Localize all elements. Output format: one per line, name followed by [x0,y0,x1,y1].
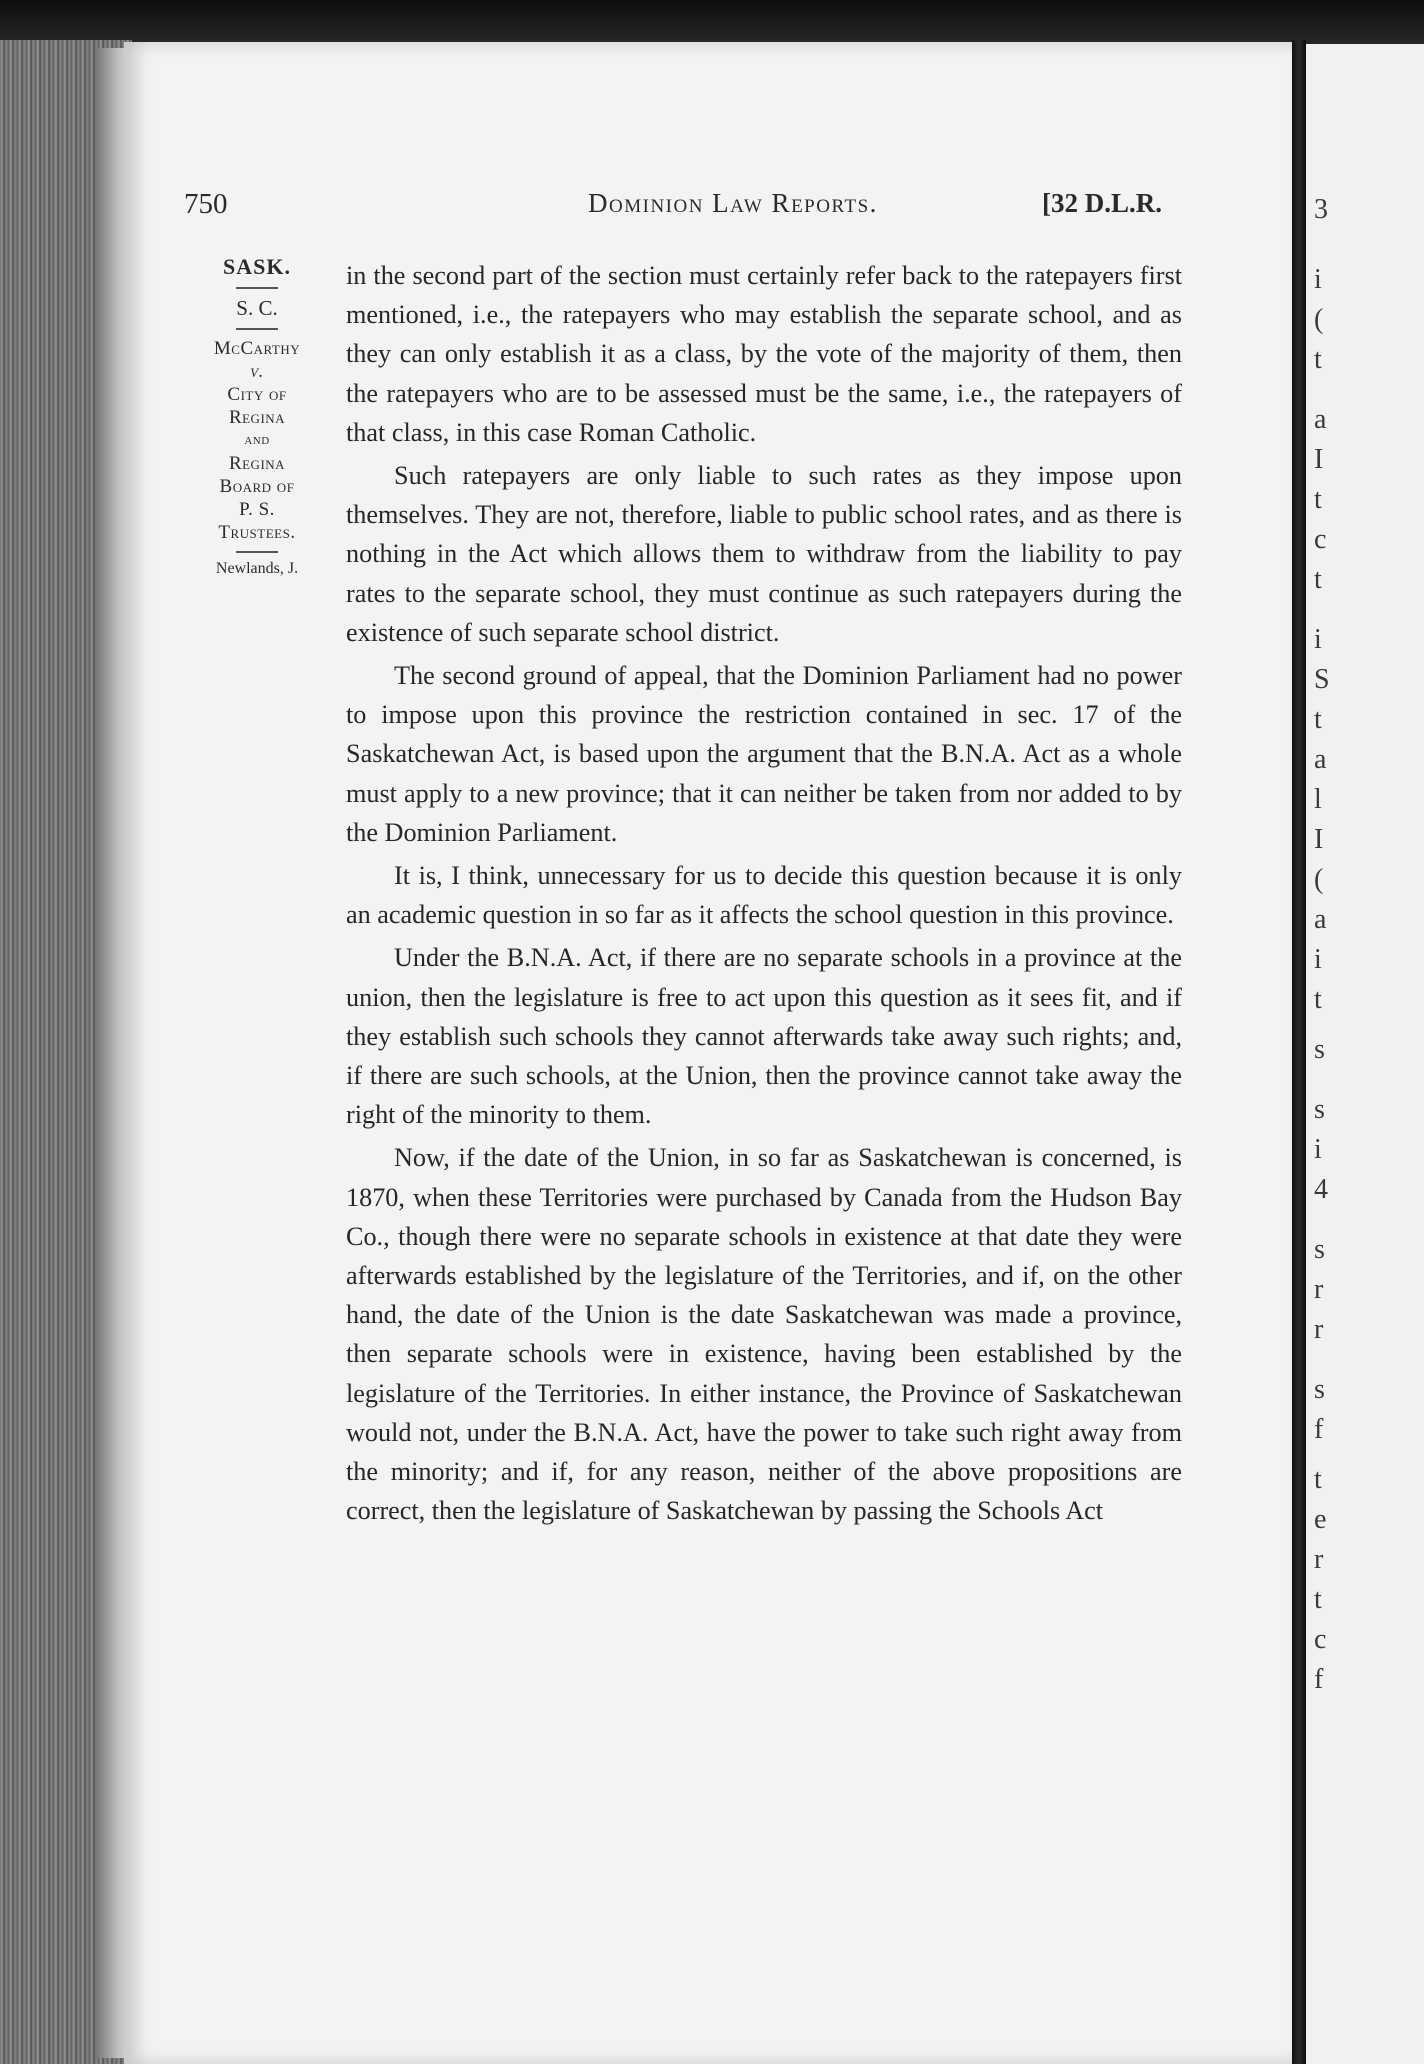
facing-page-fragment: t [1314,704,1322,735]
case-name-line: City of [227,384,287,405]
case-name-line: v. [250,361,264,382]
divider [236,287,278,289]
facing-page-fragment: l [1314,784,1322,815]
facing-page-fragment: i [1314,944,1322,975]
facing-page-fragment: i [1314,264,1322,295]
case-name-line: and [244,432,270,448]
judge-name: Newlands, J. [215,560,299,577]
facing-page-fragment: t [1314,1464,1322,1495]
paragraph: Under the B.N.A. Act, if there are no separate schools in a province at the union, then the legislature is free to act upon this question as it sees fit, and if they establish such schools they cannot afterwards take away such rights; and, if there are such schools, at the Union, then the province cannot take away the right of the minority to them. [346,943,1182,1130]
facing-page-fragment: a [1314,404,1327,435]
case-name-line: Regina [228,407,286,428]
facing-page-fragment: s [1314,1234,1325,1265]
facing-page-fragment: 3 [1314,194,1328,225]
facing-page-fragment: c [1314,524,1327,555]
facing-page-fragment: ( [1314,864,1324,895]
divider [236,551,278,553]
case-name-line: Regina [228,453,286,474]
court-label: S. C. [236,296,278,320]
facing-page-fragment: s [1314,1034,1325,1065]
province-label: SASK. [223,254,291,279]
facing-page-fragment: I [1314,444,1324,475]
facing-page-fragment: t [1314,484,1322,515]
case-margin-note [190,254,324,578]
facing-page-fragment: e [1314,1504,1327,1535]
facing-page-fragment: f [1314,1664,1324,1695]
volume-reference: [32 D.L.R. [1042,188,1162,218]
facing-page-fragment: r [1314,1544,1324,1575]
facing-page-fragment: t [1314,564,1322,595]
paragraph: It is, I think, unnecessary for us to decide this question because it is only an academic question in so far as it affects the school question in this province. [346,861,1182,930]
paragraph: Now, if the date of the Union, in so far as Saskatchewan is concerned, is 1870, when these Territories were purchased by Canada from the Hudson Bay Co., though there were no separate schools in existence at that date they were afterwards established by the legislature of the Territories, and if, on the other hand, the date of the Union is the date Saskatchewan was made a province, then separate schools were in existence, having been established by the legislature of the Territories. In either instance, the Province of Saskatchewan would not, under the B.N.A. Act, have the power to take such right away from the minority; and if, for any reason, neither of the above propositions are correct, then the legislature of Saskatchewan by passing the Schools Act [346,1143,1182,1526]
book-gutter [1292,40,1306,2064]
facing-page-fragment: i [1314,1134,1322,1165]
divider [236,328,278,330]
facing-page-fragment: r [1314,1274,1324,1305]
facing-page-fragment: r [1314,1314,1324,1345]
paragraph: Such ratepayers are only liable to such rates as they impose upon themselves. They are not, therefore, liable to public school rates, and as there is nothing in the Act which allows them to withdraw from the liability to pay rates to the separate school, they must continue as such ratepayers during the existence of such separate school district. [346,461,1182,647]
case-name-line: McCarthy [213,338,301,359]
facing-page-fragment: a [1314,744,1327,775]
running-header [184,188,1184,224]
facing-page-fragment: t [1314,344,1322,375]
paragraph: The second ground of appeal, that the Dominion Parliament had no power to impose upon this province the restriction contained in sec. 17 of the Saskatchewan Act, is based upon the argument that the B.N.A. Act as a whole must apply to a new province; that it can neither be taken from nor added to by the Dominion Parliament. [346,661,1182,847]
facing-page-fragment: S [1314,664,1330,695]
facing-page-fragment: c [1314,1624,1327,1655]
case-name-line: Trustees. [218,522,296,543]
paragraph: in the second part of the section must certainly refer back to the ratepayers first mentioned, i.e., the ratepayers who may establish the separate school, and as they can only establish it as a class, by the vote of the majority of them, then the ratepayers who are to be assessed must be the same, i.e., the ratepayers of that class, in this case Roman Catholic. [346,261,1182,447]
case-name-line: Board of [219,476,295,497]
judgment-text [346,256,1182,1535]
facing-page-fragment: ( [1314,304,1324,335]
facing-page-fragment: f [1314,1414,1324,1445]
facing-page-fragment: s [1314,1374,1325,1405]
facing-page-fragment: I [1314,824,1324,855]
facing-page-fragment: 4 [1314,1174,1328,1205]
scan-top-border [0,0,1424,48]
facing-page-edge [1306,44,1424,2064]
facing-page-fragment: i [1314,624,1322,655]
facing-page-fragment: t [1314,1584,1322,1615]
page-number: 750 [184,188,228,220]
case-name-line: P. S. [239,499,275,520]
facing-page-fragment: s [1314,1094,1325,1125]
facing-page-fragment: t [1314,984,1322,1015]
journal-title: Dominion Law Reports. [588,188,878,218]
facing-page-fragment: a [1314,904,1327,935]
